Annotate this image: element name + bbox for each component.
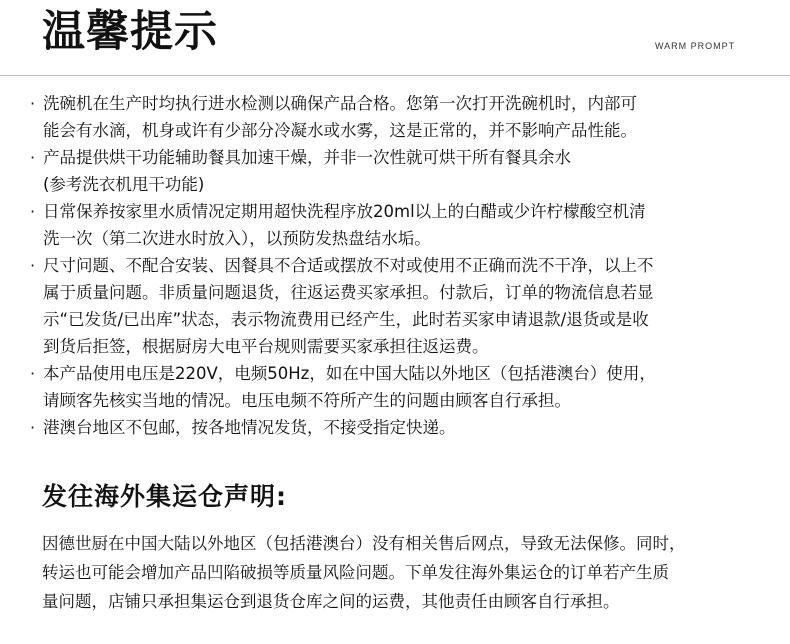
overseas-line: 因德世厨在中国大陆以外地区（包括港澳台）没有相关售后网点，导致无法保修。同时， [42,534,686,553]
overseas-section-title: 发往海外集运仓声明: [42,482,287,511]
notice-line: (参考洗衣机甩干功能) [43,175,205,194]
bullet-point: · [30,418,36,437]
notice-line: 日常保养按家里水质情况定期用超快洗程序放20ml以上的白醋或少许柠檬酸空机清 [43,202,646,221]
notice-line: 本产品使用电压是220V，电频50Hz，如在中国大陆以外地区（包括港澳台）使用， [43,364,656,383]
overseas-statement [42,529,782,616]
notice-line: 能会有水滴，机身或许有少部分冷凝水或水雾，这是正常的，并不影响产品性能。 [43,121,637,140]
notice-line: 产品提供烘干功能辅助餐具加速干燥，并非一次性就可烘干所有餐具余水 [43,148,571,167]
notice-line: 到货后拒签，根据厨房大电平台规则需要买家承担往返运费。 [43,337,489,356]
bullet-point: · [30,256,36,275]
bullet-point: · [30,364,36,383]
notice-line: 洗一次（第二次进水时放入），以预防发热盘结水垢。 [43,229,431,248]
bullet-point: · [30,94,36,113]
page-title: 温馨提示 [42,7,218,57]
notice-list [30,90,770,441]
notice-item-shipping [30,414,770,441]
notice-line: 请顾客先核实当地的情况。电压电频不符所产生的问题由顾客自行承担。 [43,391,571,410]
overseas-line: 转运也可能会增加产品凹陷破损等质量风险问题。下单发往海外集运仓的订单若产生质 [42,563,669,582]
bullet-point: · [30,202,36,221]
notice-line: 洗碗机在生产时均执行进水检测以确保产品合格。您第一次打开洗碗机时，内部可 [43,94,637,113]
notice-line: 尺寸问题、不配合安装、因餐具不合适或摆放不对或使用不正确而洗不干净，以上不 [43,256,654,275]
notice-item-drying [30,144,770,198]
notice-item-voltage [30,360,770,414]
page-subtitle: WARM PROMPT [655,41,736,51]
notice-item-returns [30,252,770,360]
notice-item-quality-test [30,90,770,144]
notice-item-maintenance [30,198,770,252]
bullet-point: · [30,148,36,167]
notice-line: 示“已发货/已出库”状态，表示物流费用已经产生，此时若买家申请退款/退货或是收 [43,310,649,329]
overseas-line: 量问题，店铺只承担集运仓到退货仓库之间的运费，其他责任由顾客自行承担。 [42,592,620,611]
notice-line: 属于质量问题。非质量问题退货，往返运费买家承担。付款后，订单的物流信息若显 [43,283,654,302]
header-divider [0,75,790,76]
notice-line: 港澳台地区不包邮，按各地情况发货，不接受指定快递。 [43,418,456,437]
